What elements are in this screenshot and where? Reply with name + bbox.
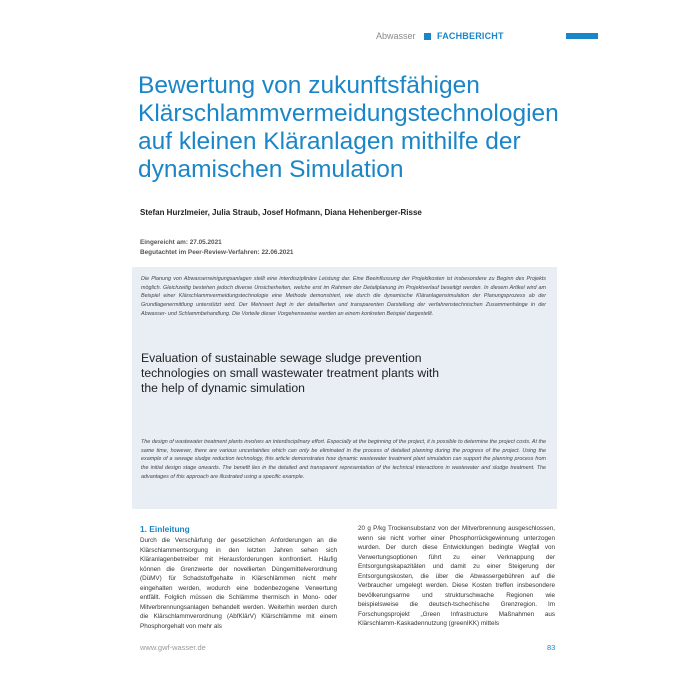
footer-website-link[interactable]: www.gwf-wasser.de [140,643,206,652]
header-category-label: FACHBERICHT [437,31,504,41]
article-title [138,72,578,184]
author-list: Stefan Hurzlmeier, Julia Straub, Josef Hofmann, Diana Hehenberger-Risse [140,208,422,217]
english-title-line: the help of dynamic simulation [141,381,305,395]
body-paragraph: 20 g P/kg Trockensubstanz von der Mitverbrennung ausgeschlossen, wenn sie nicht vorher einer Phosphorrückgewinnung unterzogen wurden. Der durch diese Entwicklungen bedingte Wegfall von Verwertungsoptionen führt zu einer Verknappung der Entsorgungskapazitäten und damit zu einer Steigerung der Entsorgungskosten, die über die Abwassergebühren auf die Verbraucher umgelegt werden. Diese Kosten treffen insbesondere bevölkerungsarme und strukturschwache Regionen wie beispielsweise die deutsch-tschechische Grenzregion. Im Forschungsprojekt „Green Infrastructure Maßnahmen aus Klärschlamm-Kaskadennutzung (greenIKK) mittels [358,525,555,628]
peer-review-date: Begutachtet im Peer-Review-Verfahren: 22.06.2021 [140,248,294,256]
title-line: Klärschlammvermeidungstechnologien [138,100,559,127]
received-date: Eingereicht am: 27.05.2021 [140,239,222,246]
title-line: auf kleinen Kläranlagen mithilfe der [138,128,521,155]
body-column-left [140,524,337,631]
english-title [141,351,551,396]
header-section-label: Abwasser [376,31,416,41]
abstract-box [132,267,557,509]
header-square-marker [424,33,431,40]
body-column-right [358,524,555,629]
abstract-german: Die Planung von Abwasserreinigungsanlagen stellt eine interdisziplinäre Leistung dar. Eine Beeinflussung der Projektkosten ist insbesondere zu Beginn des Projekts möglich. Gleichzeitig bestehen jedoch diverse Unsicherheiten, welche erst im Rahmen der Detailplanung im Projektverlauf beseitigt werden. In diesem Artikel wird am Beispiel einer Klärschlammvermeidungstechnologie eine Methode demonstriert, wie durch die dynamische Kläranlagensimulation der Planungsprozess ab der Grundlagenermittlung unterstützt wird. Der Mehrwert liegt in der detaillierten und transparenten Darstellung der verfahrenstechnischen Zusammenhänge in der Abwasser- und Schlammbehandlung. Die Vorteile dieser Vorgehensweise werden an einem konkreten Beispiel dargestellt. [141,276,546,317]
header-accent-bar [566,33,598,39]
body-paragraph: Durch die Verschärfung der gesetzlichen Anforderungen an die Klärschlammentsorgung in den letzten Jahren sehen sich Kläranlagenbetreiber mit Herausforderungen konfrontiert. Häufig können die Grenzwerte der novellierten Düngemittelverordnung (DüMV) für Schadstoffgehalte in Klärschlämmen nicht mehr eingehalten werden, wodurch eine bodenbezogene Verwertung entfällt. Folglich müssen die Schlämme thermisch in Mono- oder Mitverbrennungsanlagen behandelt werden. Weiterhin werden durch die Klärschlammverordnung (AbfKlärV) Klärschlämme mit einem Phosphorgehalt von mehr als [140,537,337,630]
review-dates [140,238,293,257]
running-header [0,31,700,45]
abstract-english: The design of wastewater treatment plants involves an interdisciplinary effort. Especially at the beginning of the project, it is possible to determine the project costs. At the same time, however, there are various uncertainties which can only be eliminated in the process of detailed planning during the progress of the project. Using the example of a sewage sludge reduction technology, this article demonstrates how dynamic wastewater treatment plant simulation can support the planning process from the initial design stage onwards. The benefit lies in the detailed and transparent representation of the technical interactions in wastewater and sludge treatment. The advantages of this approach are illustrated using a specific example. [141,439,546,480]
title-line: dynamischen Simulation [138,156,404,183]
english-title-line: technologies on small wastewater treatment plants with [141,366,440,380]
page-number: 83 [547,643,556,652]
title-line: Bewertung von zukunftsfähigen [138,72,480,99]
english-title-line: Evaluation of sustainable sewage sludge prevention [141,351,422,365]
section-heading: 1. Einleitung [140,524,190,534]
